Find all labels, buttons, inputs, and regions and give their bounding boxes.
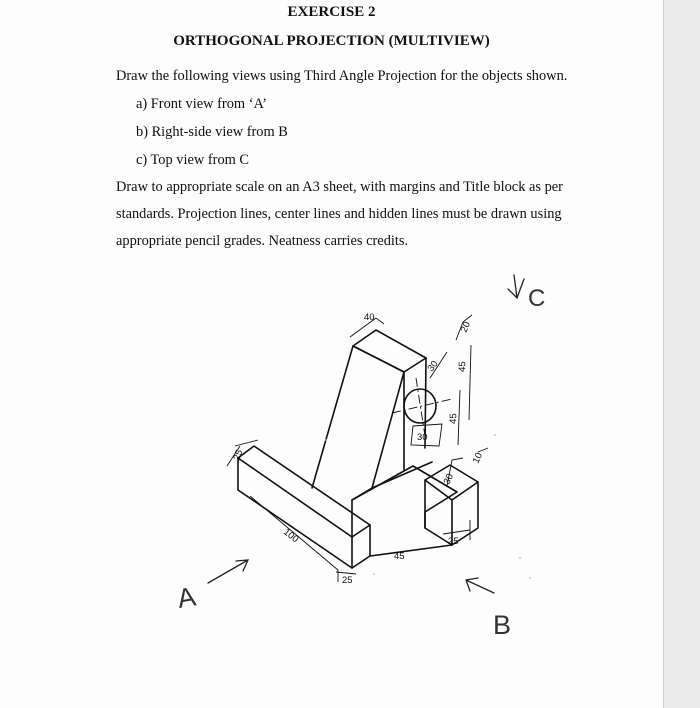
dim-support-lower: 45 (448, 413, 460, 425)
hole-centerline-h (392, 399, 452, 413)
support-front-face (312, 346, 404, 488)
dim-base-height: 25 (231, 448, 246, 463)
dim-hole-diameter: 30 (425, 358, 441, 374)
paragraph-line-3: appropriate pencil grades. Neatness carries credits. (116, 233, 409, 249)
dim-slot-width: 45 (394, 551, 405, 562)
arrow-b-icon (466, 578, 494, 593)
dim-support-top-width: 40 (364, 312, 375, 323)
instruction-intro: Draw the following views using Third Angle Projection for the objects shown. (116, 68, 568, 84)
view-label-b: B (493, 610, 512, 640)
view-label-a: A (174, 581, 198, 614)
dim-line-10 (478, 448, 488, 452)
dim-block-height: 30 (441, 472, 457, 487)
arrow-c-icon (508, 275, 524, 298)
exercise-title: EXERCISE 2 (287, 4, 376, 20)
exercise-subtitle: ORTHOGONAL PROJECTION (MULTIVIEW) (173, 33, 490, 49)
dim-support-top-depth: 20 (458, 320, 474, 335)
lower-front-edge (370, 545, 452, 556)
dim-right-offset: 10 (470, 451, 486, 466)
base-top-face (238, 446, 370, 537)
paragraph-line-1: Draw to appropriate scale on an A3 sheet, with margins and Title block as per (116, 179, 563, 195)
view-label-c: C (528, 285, 546, 312)
dim-front-width: 25 (342, 575, 353, 586)
paragraph-line-2: standards. Projection lines, center lines and hidden lines must be drawn using (116, 206, 562, 222)
task-top-view: c) Top view from C (136, 152, 250, 168)
task-right-side-view: b) Right-side view from B (136, 124, 288, 140)
dim-line-45-upper (469, 345, 471, 420)
dim-right-block-width: 25 (448, 536, 459, 547)
slot-inner (352, 462, 432, 500)
dim-support-upper: 45 (457, 361, 469, 373)
dim-boss-diameter: 30 (417, 432, 428, 443)
dim-base-length: 100 (281, 526, 301, 546)
hole (404, 389, 436, 423)
task-front-view: a) Front view from ‘A’ (136, 96, 268, 112)
arrow-a-icon (208, 560, 248, 583)
hole-centerline-v (416, 378, 425, 436)
support-side-face (404, 358, 426, 470)
